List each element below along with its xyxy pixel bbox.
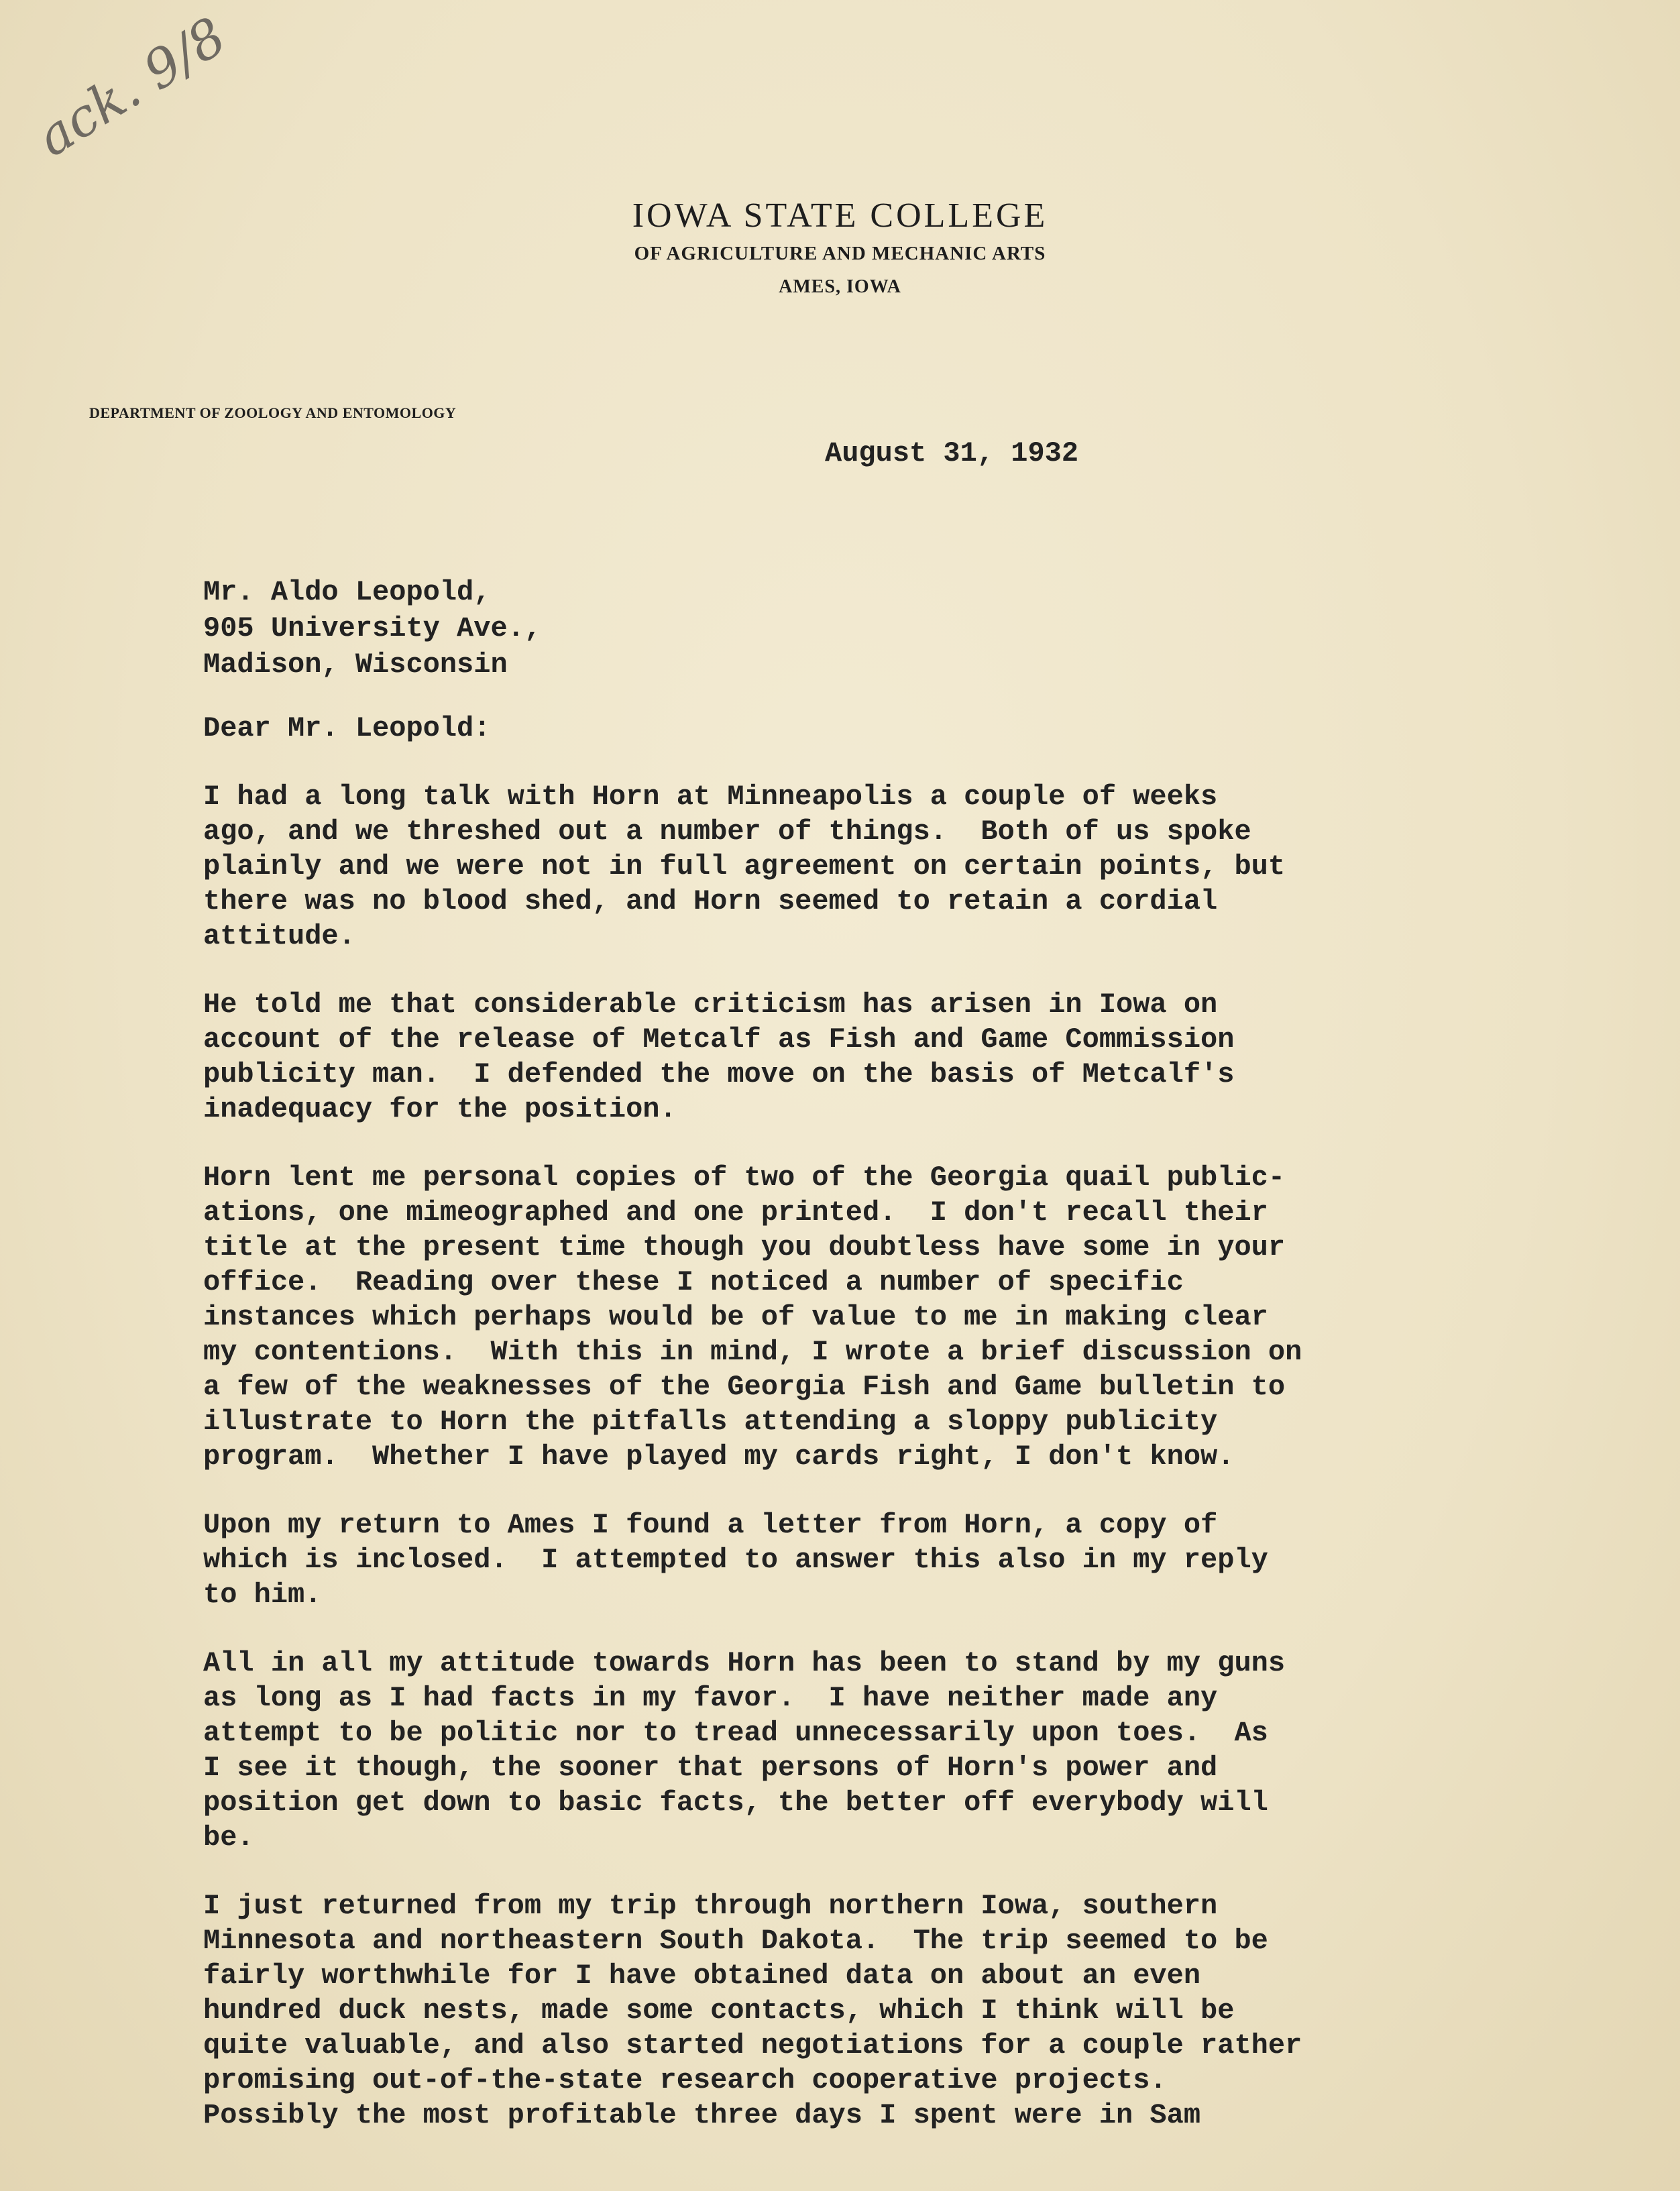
paragraph xyxy=(203,1160,1545,1474)
text-line: hundred duck nests, made some contacts, which I think will be xyxy=(203,1995,1235,2027)
paragraph xyxy=(203,779,1545,954)
text-line: instances which perhaps would be of value to me in making clear xyxy=(203,1301,1268,1333)
text-line: a few of the weaknesses of the Georgia Fish and Game bulletin to xyxy=(203,1371,1286,1403)
text-line: as long as I had facts in my favor. I have neither made any xyxy=(203,1682,1218,1714)
text-line: ago, and we threshed out a number of things. Both of us spoke xyxy=(203,816,1251,848)
text-line: office. Reading over these I noticed a number of specific xyxy=(203,1266,1184,1298)
department-line: DEPARTMENT OF ZOOLOGY AND ENTOMOLOGY xyxy=(89,404,457,421)
text-line: quite valuable, and also started negotiations for a couple rather xyxy=(203,2029,1302,2062)
text-line: be. xyxy=(203,1821,254,1854)
letterhead-subtitle: OF AGRICULTURE AND MECHANIC ARTS xyxy=(634,243,1046,264)
text-line: Upon my return to Ames I found a letter from Horn, a copy of xyxy=(203,1509,1218,1541)
text-line: publicity man. I defended the move on the basis of Metcalf's xyxy=(203,1058,1235,1090)
text-line: He told me that considerable criticism has arisen in Iowa on xyxy=(203,989,1218,1021)
text-line: title at the present time though you doubtless have some in your xyxy=(203,1231,1286,1263)
text-line: I just returned from my trip through northern Iowa, southern xyxy=(203,1890,1218,1922)
paragraph xyxy=(203,1508,1545,1612)
text-line: to him. xyxy=(203,1579,322,1611)
text-line: Possibly the most profitable three days I spent were in Sam xyxy=(203,2099,1201,2131)
text-line: there was no blood shed, and Horn seemed to retain a cordial xyxy=(203,885,1218,917)
address-line: 905 University Ave., xyxy=(203,612,542,644)
text-line: All in all my attitude towards Horn has been to stand by my guns xyxy=(203,1647,1286,1679)
text-line: position get down to basic facts, the better off everybody will xyxy=(203,1787,1268,1819)
text-line: Minnesota and northeastern South Dakota. The trip seemed to be xyxy=(203,1925,1268,1957)
text-line: my contentions. With this in mind, I wrote a brief discussion on xyxy=(203,1336,1302,1368)
address-line: Madison, Wisconsin xyxy=(203,649,508,681)
letter-date: August 31, 1932 xyxy=(825,437,1079,469)
text-line: promising out-of-the-state research cooperative projects. xyxy=(203,2064,1167,2096)
paragraph xyxy=(203,1889,1545,2133)
salutation: Dear Mr. Leopold: xyxy=(203,712,491,744)
text-line: I see it though, the sooner that persons of Horn's power and xyxy=(203,1752,1218,1784)
text-line: which is inclosed. I attempted to answer this also in my reply xyxy=(203,1544,1268,1576)
recipient-address xyxy=(203,574,541,683)
letterhead-city: AMES, IOWA xyxy=(779,276,901,297)
text-line: Horn lent me personal copies of two of the Georgia quail public- xyxy=(203,1162,1286,1194)
address-line: Mr. Aldo Leopold, xyxy=(203,576,491,608)
letter-body xyxy=(203,779,1545,2166)
text-line: inadequacy for the position. xyxy=(203,1093,677,1125)
text-line: plainly and we were not in full agreement on certain points, but xyxy=(203,850,1286,883)
text-line: account of the release of Metcalf as Fish and Game Commission xyxy=(203,1023,1235,1056)
text-line: I had a long talk with Horn at Minneapolis a couple of weeks xyxy=(203,781,1218,813)
text-line: illustrate to Horn the pitfalls attending a sloppy publicity xyxy=(203,1406,1218,1438)
text-line: attempt to be politic nor to tread unnecessarily upon toes. As xyxy=(203,1717,1268,1749)
text-line: attitude. xyxy=(203,920,355,952)
text-line: ations, one mimeographed and one printed. I don't recall their xyxy=(203,1196,1268,1229)
handwritten-annotation: ack. 9/8 xyxy=(27,6,237,169)
paragraph xyxy=(203,1646,1545,1855)
paragraph xyxy=(203,987,1545,1127)
letterhead-title: IOWA STATE COLLEGE xyxy=(632,196,1048,235)
text-line: program. Whether I have played my cards right, I don't know. xyxy=(203,1441,1235,1473)
text-line: fairly worthwhile for I have obtained data on about an even xyxy=(203,1960,1201,1992)
